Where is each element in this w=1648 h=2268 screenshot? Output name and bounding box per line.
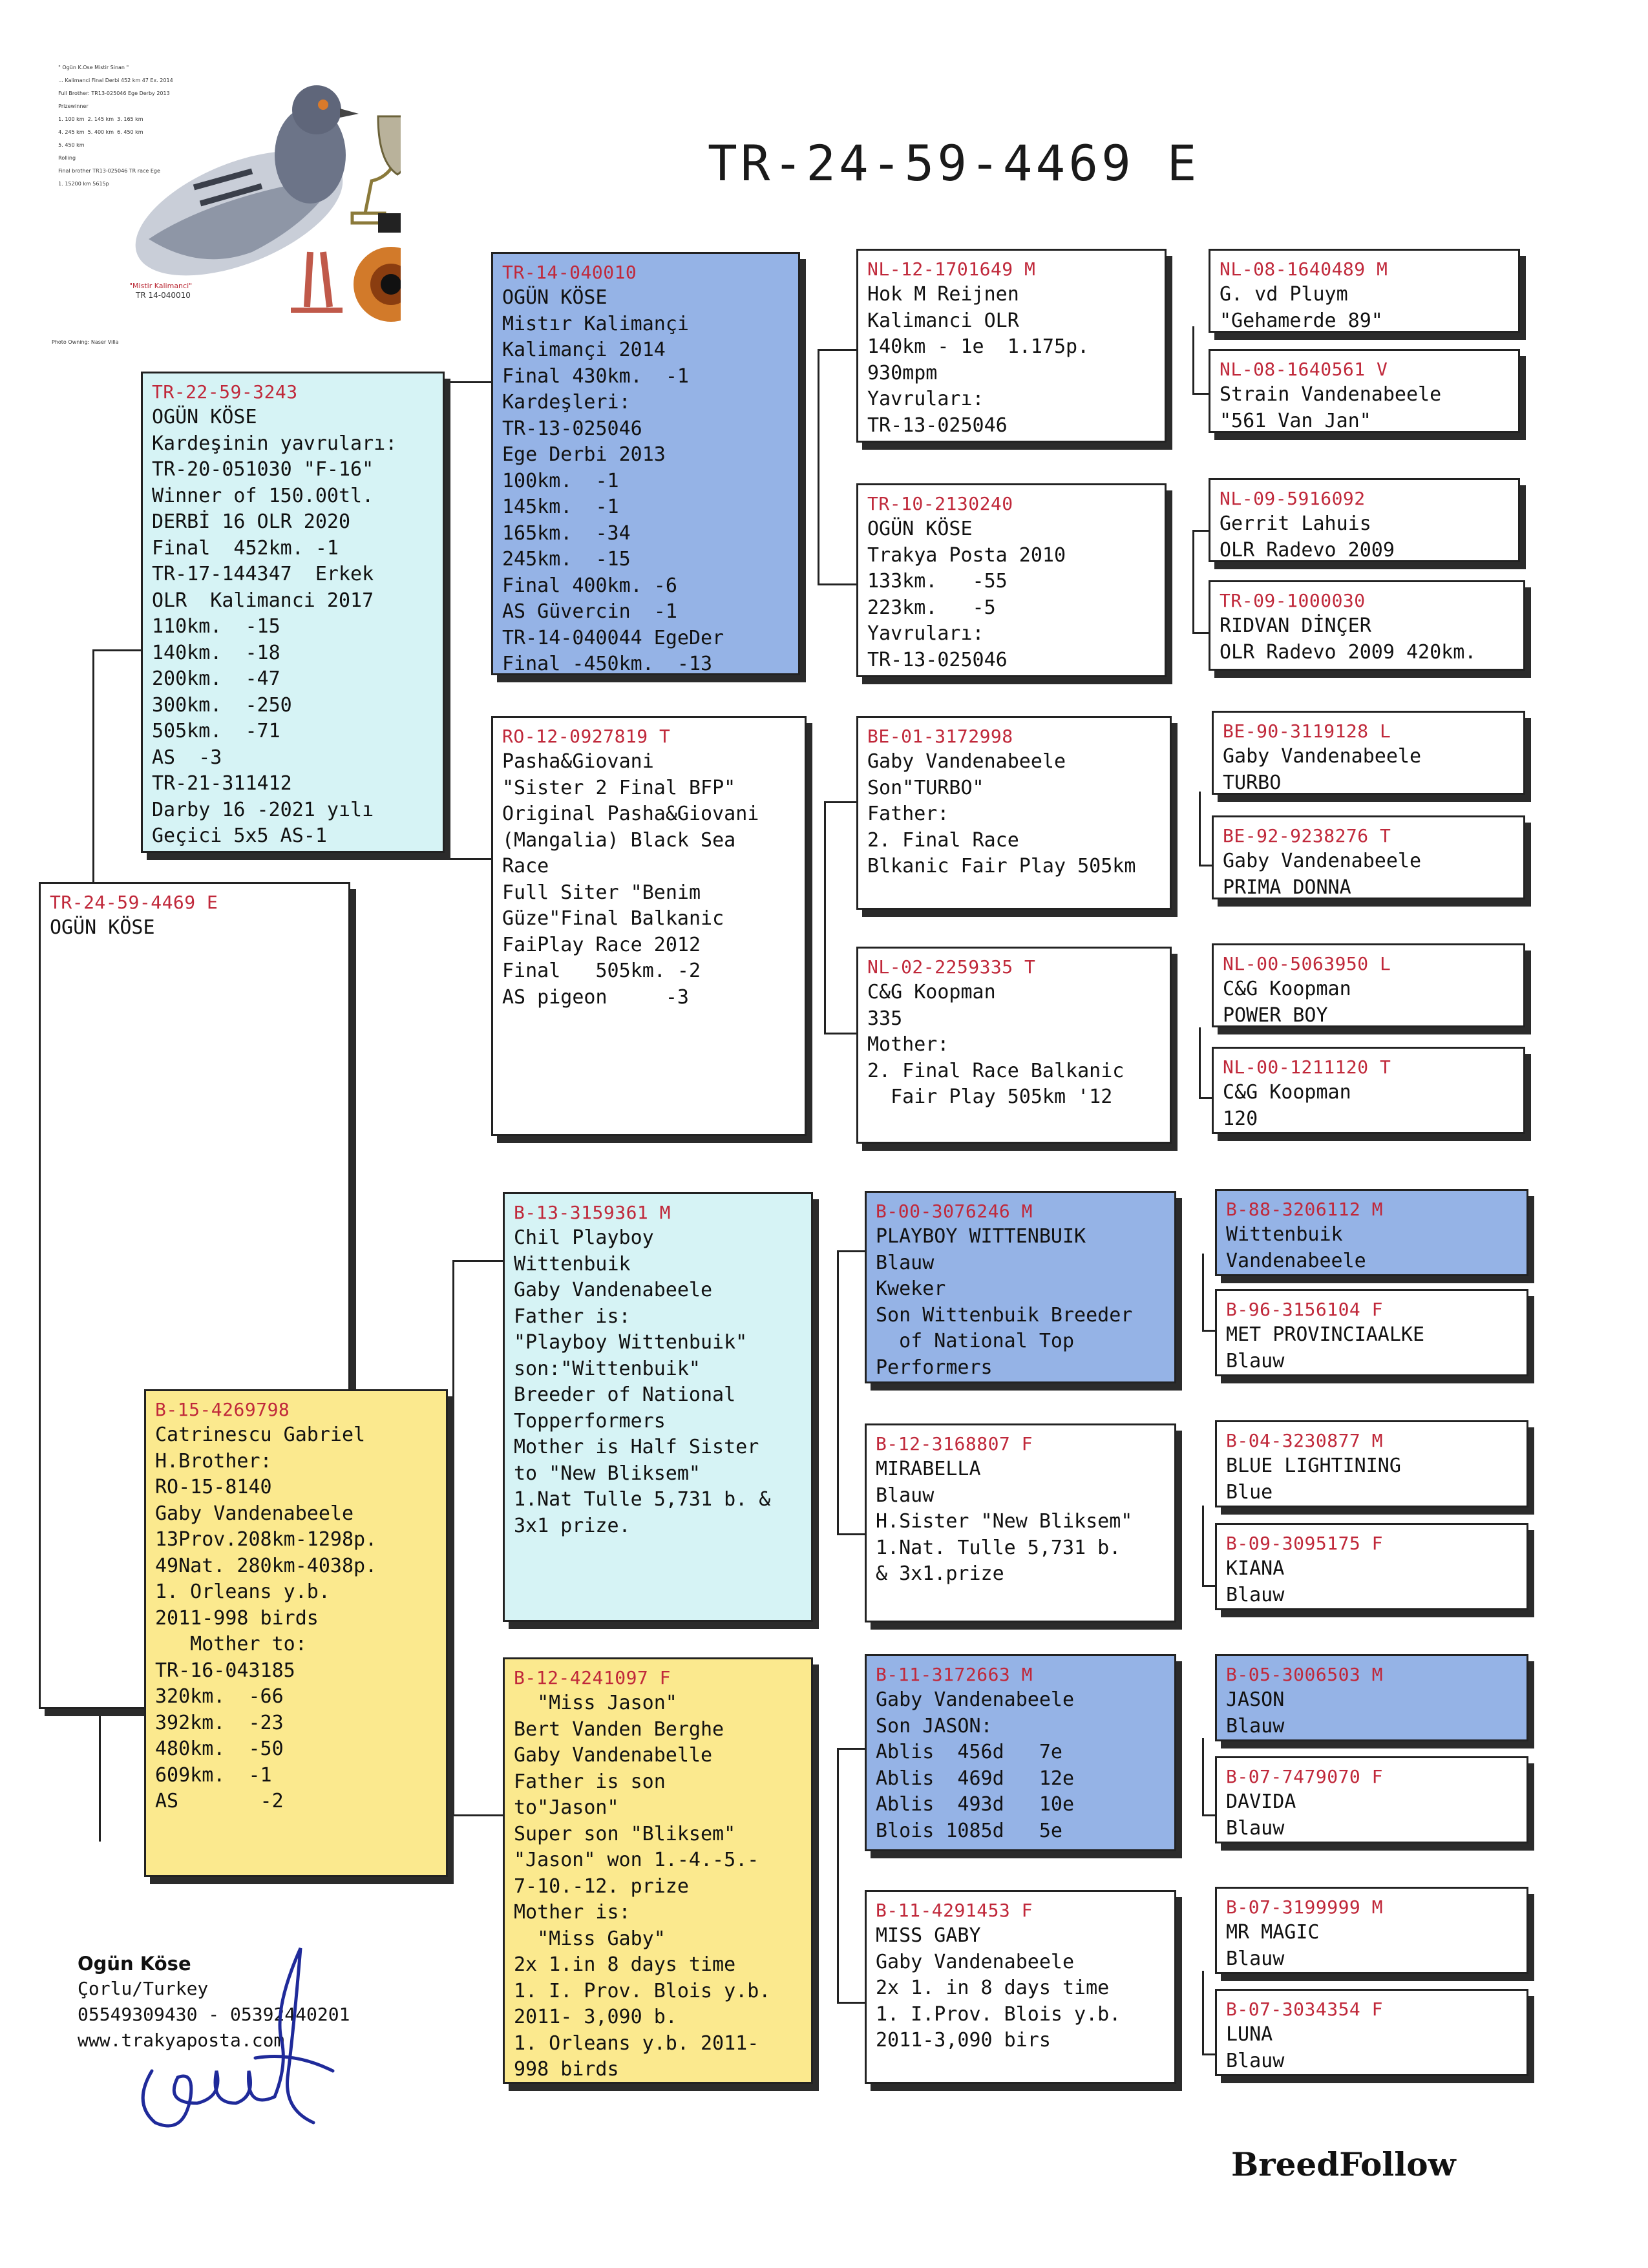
signature-icon	[126, 1909, 339, 2142]
ring-number: B-12-3168807 F	[876, 1433, 1033, 1454]
box-line: Final -450km. -13	[502, 653, 713, 675]
ring-number: RO-12-0927819 T	[502, 726, 671, 747]
pedigree-box-g8[interactable]	[1212, 1047, 1525, 1134]
box-line: 200km. -47	[152, 667, 280, 690]
box-line: Breeder of National	[514, 1383, 736, 1406]
pedigree-box-dam[interactable]	[144, 1389, 448, 1877]
box-line: Blkanic Fair Play 505km	[867, 855, 1136, 877]
connector	[1202, 1738, 1204, 1816]
box-line: OGÜN KÖSE	[50, 916, 155, 939]
ring-number: B-15-4269798	[155, 1399, 290, 1420]
box-line: Blauw	[876, 1251, 935, 1274]
box-line: Ablis 493d 10e	[876, 1793, 1075, 1816]
box-line: AS Güvercin -1	[502, 600, 677, 623]
box-line: Blauw	[1226, 1947, 1285, 1970]
box-line: "Miss Jason"	[514, 1692, 677, 1714]
box-line: PLAYBOY WITTENBUIK	[876, 1225, 1086, 1248]
box-line: 245km. -15	[502, 548, 631, 571]
pedigree-title: TR-24-59-4469 E	[708, 134, 1200, 192]
box-line: H.Brother:	[155, 1449, 272, 1473]
box-line: OGÜN KÖSE	[502, 286, 607, 309]
ring-number: B-88-3206112 M	[1226, 1199, 1384, 1220]
pedigree-box-g16[interactable]	[1215, 1989, 1528, 2076]
box-line: Blois 1085d 5e	[876, 1819, 1062, 1842]
box-line: TR-13-025046	[867, 414, 1008, 437]
logo-note: Prizewinner	[58, 103, 89, 109]
box-line: JASON	[1226, 1688, 1285, 1711]
box-line: Ablis 469d 12e	[876, 1767, 1075, 1790]
box-line: TR-13-025046	[867, 648, 1008, 671]
box-line: Mother is Half Sister	[514, 1436, 759, 1458]
box-line: PRIMA DONNA	[1223, 876, 1351, 899]
box-line: Mother is:	[514, 1901, 631, 1924]
connector	[1192, 530, 1194, 633]
pedigree-box-g14[interactable]	[1215, 1756, 1528, 1843]
connector	[818, 583, 856, 585]
box-line: 110km. -15	[152, 615, 280, 638]
box-line: Full Siter "Benim	[502, 881, 701, 904]
box-line: 140km. -18	[152, 641, 280, 664]
box-line: Gaby Vandenabelle	[514, 1744, 713, 1767]
box-line: AS -2	[155, 1790, 284, 1812]
box-line: 480km. -50	[155, 1738, 284, 1760]
box-line: 13Prov.208km-1298p.	[155, 1528, 377, 1551]
connector	[1199, 1027, 1201, 1098]
box-line: 335	[867, 1007, 903, 1030]
box-line: Blauw	[1226, 1714, 1285, 1738]
ring-number: TR-24-59-4469 E	[50, 892, 218, 913]
ring-number: B-07-7479070 F	[1226, 1766, 1384, 1787]
box-line: 505km. -71	[152, 720, 280, 742]
ring-number: B-04-3230877 M	[1226, 1430, 1384, 1451]
box-line: Gerrit Lahuis	[1220, 512, 1371, 535]
logo-note: 1. 15200 km 5615p	[58, 181, 109, 187]
box-line: Original Pasha&Giovani	[502, 803, 759, 825]
box-line: Topperformers	[514, 1409, 666, 1433]
box-line: son:"Wittenbuik"	[514, 1357, 701, 1380]
box-line: Final 505km. -2	[502, 960, 701, 982]
box-line: TR-17-144347 Erkek	[152, 563, 374, 585]
logo-caption: "Mistir Kalimanci"	[129, 282, 193, 290]
box-line: Blauw	[1226, 2049, 1285, 2072]
box-line: OLR Radevo 2009	[1220, 538, 1395, 562]
box-line: H.Sister "New Bliksem"	[876, 1510, 1133, 1533]
box-line: TR-14-040044 EgeDer	[502, 626, 724, 649]
box-line: Kweker	[876, 1277, 946, 1300]
owner-location: Çorlu/Turkey	[78, 1978, 209, 1999]
ring-number: B-05-3006503 M	[1226, 1664, 1384, 1685]
box-line: Mistır Kalimançi	[502, 312, 689, 335]
box-line: Father is:	[514, 1305, 631, 1328]
ring-number: B-00-3076246 M	[876, 1201, 1033, 1222]
pedigree-box-g1[interactable]	[1209, 249, 1520, 333]
ring-number: NL-00-1211120 T	[1223, 1056, 1391, 1078]
box-line: Catrinescu Gabriel	[155, 1423, 366, 1446]
box-line: C&G Koopman	[1223, 1081, 1351, 1104]
box-line: 1. I.Prov. Blois y.b.	[876, 2002, 1121, 2026]
pedigree-box-g6[interactable]	[1212, 815, 1525, 899]
box-line: G. vd Pluym	[1220, 283, 1348, 306]
box-line: RIDVAN DİNÇER	[1220, 614, 1371, 637]
pedigree-box-g7[interactable]	[1212, 943, 1525, 1027]
logo-note: ... Kalimanci Final Derbi 452 km 47 Ex. 2014	[58, 78, 173, 83]
connector	[452, 1814, 504, 1816]
connector	[1202, 1254, 1204, 1331]
ring-number: TR-14-040010	[502, 262, 637, 283]
box-line: to"Jason"	[514, 1796, 619, 1819]
pedigree-box-sds[interactable]	[856, 716, 1172, 910]
box-line: Fair Play 505km '12	[867, 1086, 1113, 1108]
box-line: 1. Orleans y.b. 2011-	[514, 2032, 759, 2055]
connector	[824, 1033, 856, 1034]
connector	[1202, 1971, 1204, 2055]
box-line: "561 Van Jan"	[1220, 409, 1371, 432]
logo-note: 4. 245 km 5. 400 km 6. 450 km	[58, 129, 143, 135]
box-line: Mother to:	[155, 1633, 307, 1655]
box-line: 145km. -1	[502, 496, 619, 518]
box-line: TR-13-025046	[502, 417, 642, 440]
box-line: MR MAGIC	[1226, 1921, 1320, 1944]
connector	[446, 858, 491, 860]
owner-website[interactable]: www.trakyaposta.com	[78, 2030, 285, 2051]
connector	[837, 1250, 839, 1535]
box-line: Father:	[867, 803, 949, 825]
box-line: Son"TURBO"	[867, 776, 984, 799]
box-line: 100km. -1	[502, 469, 619, 492]
box-line: Mother:	[867, 1033, 949, 1056]
box-line: Gaby Vandenabeele	[1223, 850, 1422, 872]
brand-logo: BreedFollow	[1231, 2145, 1456, 2183]
box-line: Geçici 5x5 AS-1	[152, 824, 327, 847]
pedigree-box-g13[interactable]	[1215, 1654, 1528, 1741]
box-line: Ege Derbi 2013	[502, 443, 666, 466]
box-line: Vandenabeele	[1226, 1249, 1366, 1272]
box-line: RO-15-8140	[155, 1476, 272, 1498]
pedigree-box-g5[interactable]	[1212, 711, 1525, 795]
box-line: Yavruları:	[867, 388, 984, 410]
box-line: Wittenbuik	[514, 1252, 631, 1276]
box-line: & 3x1.prize	[876, 1562, 1004, 1585]
box-line: Strain Vandenabeele	[1220, 383, 1442, 406]
box-line: Yavruları:	[867, 622, 984, 645]
pedigree-box-g2[interactable]	[1209, 349, 1520, 433]
connector	[92, 649, 141, 651]
ring-number: B-96-3156104 F	[1226, 1299, 1384, 1320]
ring-number: TR-10-2130240	[867, 493, 1013, 514]
connector	[824, 801, 856, 803]
ring-number: NL-02-2259335 T	[867, 956, 1036, 978]
box-line: Father is son	[514, 1770, 666, 1793]
logo-block	[39, 58, 401, 355]
box-line: TURBO	[1223, 771, 1282, 794]
box-line: to "New Bliksem"	[514, 1462, 701, 1485]
box-line: 49Nat. 280km-4038p.	[155, 1554, 377, 1577]
logo-credit: Photo Owning: Naser Villa	[52, 339, 119, 345]
box-line: of National Top	[876, 1330, 1075, 1352]
box-line: Gaby Vandenabeele	[867, 750, 1066, 773]
connector	[837, 1748, 839, 2003]
pedigree-box-dsd[interactable]	[865, 1423, 1176, 1622]
box-line: Hok M Reijnen	[867, 283, 1019, 306]
logo-ring: TR 14-040010	[136, 291, 191, 300]
pedigree-box-dss[interactable]	[865, 1191, 1176, 1383]
box-line: AS pigeon -3	[502, 985, 689, 1009]
box-line: KIANA	[1226, 1557, 1285, 1580]
box-line: 320km. -66	[155, 1685, 284, 1708]
box-line: Blue	[1226, 1480, 1273, 1504]
box-line: 120	[1223, 1107, 1258, 1130]
box-line: "Sister 2 Final BFP"	[502, 776, 736, 799]
owner-name: Ogün Köse	[78, 1953, 191, 1975]
box-line: BLUE LIGHTINING	[1226, 1454, 1401, 1477]
connector	[446, 381, 491, 383]
box-line: 2011-998 birds	[155, 1606, 319, 1630]
box-line: MIRABELLA	[876, 1458, 981, 1480]
pedigree-box-g10[interactable]	[1215, 1289, 1528, 1376]
box-line: DERBİ 16 OLR 2020	[152, 510, 351, 533]
box-line: LUNA	[1226, 2023, 1273, 2046]
box-line: 1. I. Prov. Blois y.b.	[514, 1979, 771, 2002]
box-line: AS -3	[152, 746, 222, 769]
ring-number: NL-00-5063950 L	[1223, 953, 1391, 974]
ring-number: B-07-3199999 M	[1226, 1896, 1384, 1918]
ring-number: NL-09-5916092	[1220, 488, 1366, 509]
pedigree-box-g15[interactable]	[1215, 1887, 1528, 1974]
box-line: Gaby Vandenabeele	[514, 1279, 713, 1301]
ring-number: B-11-4291453 F	[876, 1900, 1033, 1921]
box-line: OLR Kalimanci 2017	[152, 589, 374, 612]
pedigree-box-ddd[interactable]	[865, 1890, 1176, 2084]
box-line: 1.Nat. Tulle 5,731 b.	[876, 1536, 1121, 1559]
box-line: 2. Final Race Balkanic	[867, 1059, 1125, 1082]
connector	[452, 1260, 454, 1816]
pedigree-box-sire-dam[interactable]	[491, 716, 807, 1136]
ring-number: B-13-3159361 M	[514, 1202, 671, 1223]
box-line: TR-16-043185	[155, 1659, 295, 1682]
box-line: "Jason" won 1.-4.-5.-	[514, 1849, 759, 1871]
box-line: C&G Koopman	[1223, 978, 1351, 1000]
pedigree-box-g3[interactable]	[1209, 478, 1520, 562]
pigeon-photo-icon	[39, 58, 401, 355]
box-line: 3x1 prize.	[514, 1514, 631, 1537]
ring-number: B-12-4241097 F	[514, 1667, 671, 1688]
box-line: 223km. -5	[867, 596, 996, 619]
box-line: 133km. -55	[867, 570, 1008, 593]
box-line: TR-21-311412	[152, 772, 292, 795]
owner-phones: 05549309430 - 05392440201	[78, 2004, 350, 2025]
box-line: 2011- 3,090 b.	[514, 2006, 677, 2028]
box-line: Son Wittenbuik Breeder	[876, 1303, 1133, 1327]
box-line: 1. Orleans y.b.	[155, 1580, 330, 1603]
box-line: POWER BOY	[1223, 1003, 1328, 1027]
box-line: 2. Final Race	[867, 828, 1019, 852]
box-line: FaiPlay Race 2012	[502, 933, 701, 956]
connector	[837, 1250, 866, 1252]
box-line: OLR Radevo 2009 420km.	[1220, 640, 1477, 664]
box-line: Kalimanci OLR	[867, 309, 1019, 332]
box-line: Winner of 150.00tl.	[152, 484, 374, 507]
pedigree-box-g12[interactable]	[1215, 1523, 1528, 1610]
box-line: TR-20-051030 "F-16"	[152, 458, 374, 481]
connector	[837, 2002, 866, 2004]
logo-note: Rolling	[58, 155, 76, 161]
box-line: Final 452km. -1	[152, 536, 339, 560]
ring-number: NL-08-1640561 V	[1220, 359, 1388, 380]
pedigree-box-dam-dam[interactable]	[503, 1657, 813, 2084]
connector	[824, 801, 826, 1034]
connector	[446, 381, 448, 859]
ring-number: B-07-3034354 F	[1226, 1999, 1384, 2020]
box-line: Ablis 456d 7e	[876, 1741, 1062, 1763]
box-line: 300km. -250	[152, 693, 292, 717]
box-line: 1.Nat Tulle 5,731 b. &	[514, 1488, 771, 1511]
ring-number: TR-22-59-3243	[152, 381, 298, 403]
box-line: 998 birds	[514, 2058, 619, 2081]
box-line: C&G Koopman	[867, 981, 996, 1003]
logo-note: 1. 100 km 2. 145 km 3. 165 km	[58, 116, 143, 122]
box-line: 2011-3,090 birs	[876, 2029, 1051, 2052]
box-line: Kardeşleri:	[502, 391, 631, 414]
logo-note: Final brother TR13-025046 TR race Ege	[58, 168, 160, 174]
box-line: Güze"Final Balkanic	[502, 907, 724, 930]
logo-note: Full Brother: TR13-025046 Ege Derby 2013	[58, 90, 170, 96]
connector	[1199, 792, 1201, 866]
box-line: OGÜN KÖSE	[152, 406, 257, 428]
box-line: Bert Vanden Berghe	[514, 1717, 724, 1741]
box-line: Blauw	[1226, 1816, 1285, 1840]
box-line: Race	[502, 855, 549, 877]
box-line: "Gehamerde 89"	[1220, 309, 1383, 332]
box-line: 2x 1.in 8 days time	[514, 1953, 736, 1976]
connector	[92, 649, 94, 882]
ring-number: BE-01-3172998	[867, 726, 1013, 747]
connector	[818, 349, 856, 351]
box-line: 392km. -23	[155, 1711, 284, 1734]
box-line: 609km. -1	[155, 1763, 272, 1787]
ring-number: BE-92-9238276 T	[1223, 825, 1391, 846]
box-line: Kardeşinin yavruları:	[152, 432, 397, 455]
ring-number: BE-90-3119128 L	[1223, 720, 1391, 742]
connector	[1202, 1506, 1204, 1586]
box-line: Gaby Vandenabeele	[1223, 745, 1422, 768]
pedigree-box-sdd[interactable]	[856, 947, 1172, 1144]
box-line: Performers	[876, 1356, 993, 1379]
connector	[837, 1533, 866, 1535]
pedigree-box-ssd[interactable]	[856, 483, 1167, 677]
connector	[818, 349, 819, 585]
box-line: Blauw	[876, 1484, 935, 1507]
logo-note: 5. 450 km	[58, 142, 85, 148]
logo-note: " Ogün K.Ose Mistir Sinan "	[58, 65, 129, 70]
box-line: Chil Playboy	[514, 1226, 654, 1249]
box-line: Final 430km. -1	[502, 364, 689, 388]
box-line: "Miss Gaby"	[514, 1927, 666, 1950]
connector	[837, 1748, 866, 1750]
box-line: Son JASON:	[876, 1714, 993, 1738]
box-line: Pasha&Giovani	[502, 750, 654, 773]
pedigree-box-g11[interactable]	[1215, 1420, 1528, 1507]
box-line: Gaby Vandenabeele	[876, 1950, 1075, 1973]
ring-number: B-09-3095175 F	[1226, 1533, 1384, 1554]
box-line: Trakya Posta 2010	[867, 543, 1066, 567]
pedigree-box-dds[interactable]	[865, 1654, 1176, 1851]
ring-number: NL-12-1701649 M	[867, 258, 1036, 280]
box-line: Super son "Bliksem"	[514, 1822, 736, 1845]
pedigree-box-sire-sire[interactable]	[491, 252, 800, 675]
box-line: Blauw	[1226, 1349, 1285, 1372]
box-line: Kalimançi 2014	[502, 339, 666, 361]
ring-number: TR-09-1000030	[1220, 590, 1366, 611]
connector	[1192, 326, 1194, 394]
box-line: "Playboy Wittenbuik"	[514, 1331, 748, 1354]
box-line: DAVIDA	[1226, 1790, 1296, 1813]
box-line: (Mangalia) Black Sea	[502, 828, 736, 852]
pedigree-box-sire[interactable]	[141, 372, 445, 853]
box-line: Gaby Vandenabeele	[155, 1502, 354, 1525]
box-line: 140km - 1e 1.175p.	[867, 335, 1090, 358]
pedigree-box-dam-sire[interactable]	[503, 1192, 813, 1622]
pedigree-box-sss[interactable]	[856, 249, 1167, 443]
pedigree-box-g4[interactable]	[1209, 580, 1525, 671]
box-line: Gaby Vandenabeele	[876, 1688, 1075, 1711]
ring-number: B-11-3172663 M	[876, 1664, 1033, 1685]
pedigree-box-g9[interactable]	[1215, 1189, 1528, 1276]
box-line: Blauw	[1226, 1583, 1285, 1606]
box-line: Wittenbuik	[1226, 1223, 1343, 1246]
box-line: 165km. -34	[502, 521, 631, 545]
box-line: OGÜN KÖSE	[867, 518, 973, 540]
box-line: MET PROVINCIAALKE	[1226, 1323, 1425, 1346]
ring-number: NL-08-1640489 M	[1220, 258, 1388, 280]
connector	[452, 1260, 504, 1262]
box-line: 7-10.-12. prize	[514, 1874, 689, 1898]
box-line: 2x 1. in 8 days time	[876, 1977, 1110, 1999]
box-line: Darby 16 -2021 yılı	[152, 798, 374, 821]
box-line: MISS GABY	[876, 1924, 981, 1947]
box-line: 930mpm	[867, 361, 938, 384]
box-line: Final 400km. -6	[502, 574, 677, 597]
